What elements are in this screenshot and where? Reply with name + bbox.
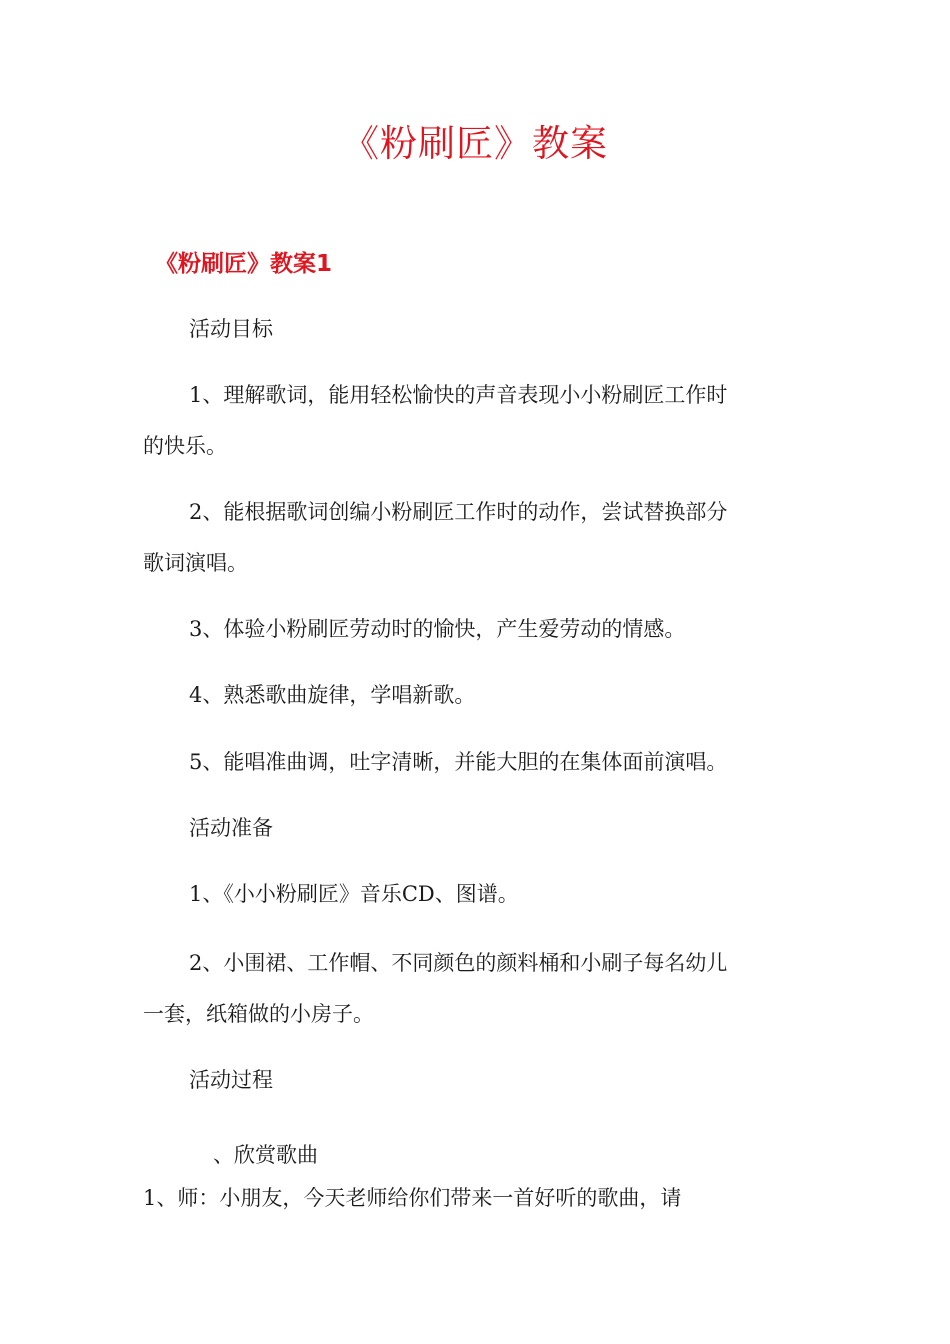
heading-activity-preparation: 活动准备	[189, 816, 273, 840]
goal-4: 4、熟悉歌曲旋律，学唱新歌。	[189, 683, 476, 707]
goal-3: 3、体验小粉刷匠劳动时的愉快，产生爱劳动的情感。	[189, 617, 686, 641]
goal-5: 5、能唱准曲调，吐字清晰，并能大胆的在集体面前演唱。	[189, 750, 728, 774]
goal-2-line-1: 2、能根据歌词创编小粉刷匠工作时的动作，尝试替换部分	[189, 500, 728, 524]
heading-activity-goals: 活动目标	[189, 317, 273, 341]
section-title: 《粉刷匠》教案1	[155, 251, 333, 277]
process-step-1: 1、师：小朋友，今天老师给你们带来一首好听的歌曲，请	[143, 1186, 682, 1210]
goal-1-line-2: 的快乐。	[143, 434, 227, 458]
preparation-1: 1、《小小粉刷匠》音乐CD、图谱。	[189, 882, 519, 906]
process-step-appreciate-song: 、欣赏歌曲	[213, 1143, 318, 1167]
goal-1-line-1: 1、理解歌词，能用轻松愉快的声音表现小小粉刷匠工作时	[189, 383, 728, 407]
preparation-2-line-1: 2、小围裙、工作帽、不同颜色的颜料桶和小刷子每名幼儿	[189, 951, 728, 975]
preparation-2-line-2: 一套，纸箱做的小房子。	[143, 1002, 374, 1026]
goal-2-line-2: 歌词演唱。	[143, 551, 248, 575]
heading-activity-process: 活动过程	[189, 1068, 273, 1092]
document-title: 《粉刷匠》教案	[342, 122, 608, 165]
